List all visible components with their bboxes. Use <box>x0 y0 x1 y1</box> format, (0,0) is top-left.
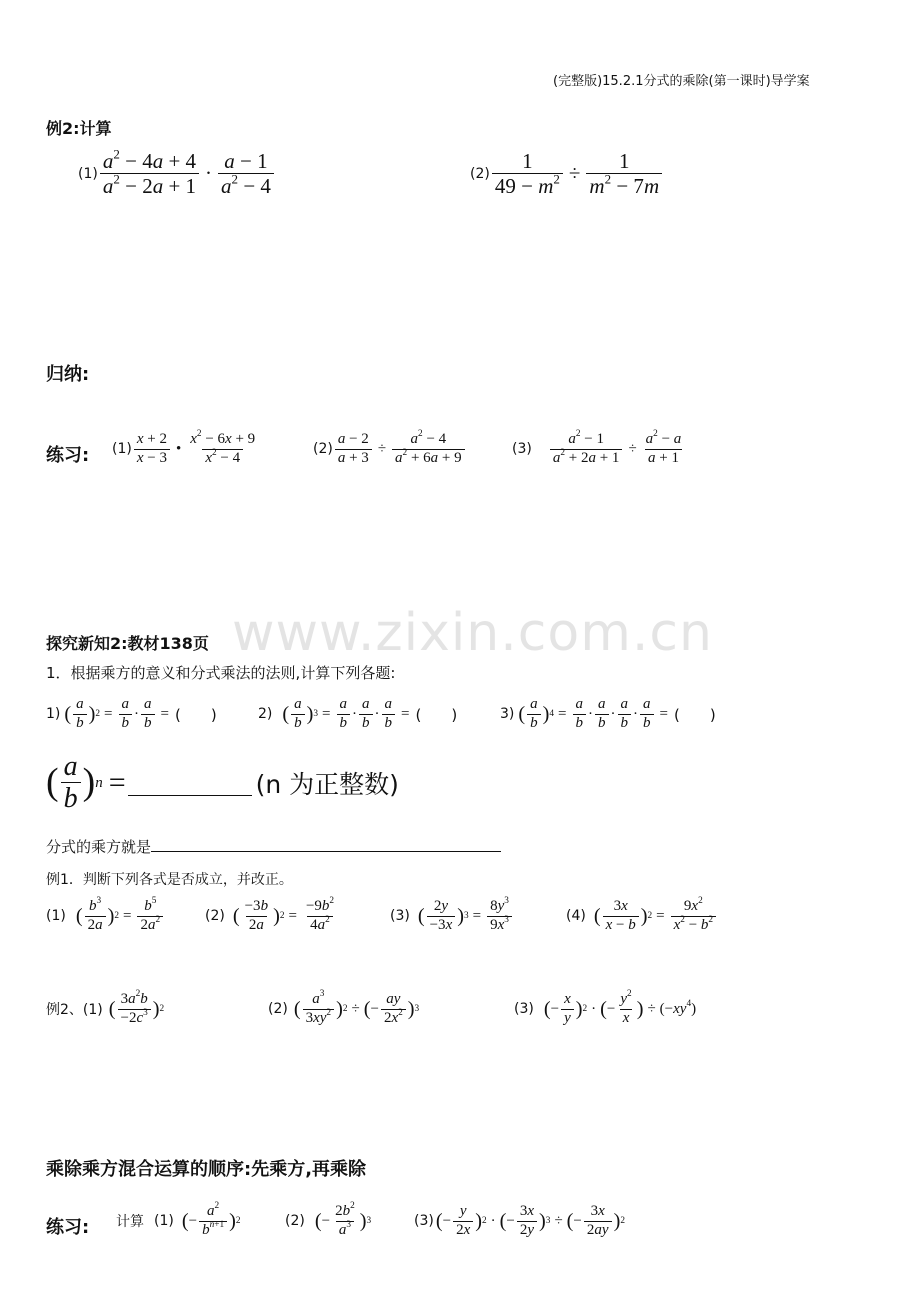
explore2-title: 探究新知2:教材138页 <box>46 634 209 653</box>
practice1-label: 练习: <box>46 445 90 466</box>
example1-q4: (4) ( $\frac{3x}{x - b}$ ) 2 = $\frac{9x^2}{x^2 - b^2}$ <box>566 899 718 934</box>
example1-q4-number: (4) <box>566 908 586 925</box>
example1-q3: (3) ( $\frac{2y}{-3x}$ ) 3 = $\frac{8y^3}{9x^3}$ <box>390 899 514 934</box>
explore2-q3-answer-blank: ( ) <box>673 705 716 724</box>
practice1-q3-number: (3) <box>512 441 532 458</box>
power-rule-label: 分式的乘方就是 <box>46 838 152 856</box>
explore2-q3-number: 3) <box>500 706 515 723</box>
example2b-q2: (2) ( $\frac{a^3}{3xy^2}$ ) 2 ÷ ( − $\frac{ay}{2x^2}$ ) 3 <box>268 989 420 1026</box>
explore2-q1: 1) ( $\frac{a}{b}$ ) 2 = $\frac{a}{b}$ · $\frac{a}{b}$ = ( ) <box>46 696 217 731</box>
practice2-q3-number: (3) <box>414 1213 434 1230</box>
practice2-q2-number: (2) <box>285 1213 305 1230</box>
example2b-q3: (3) ( − $\frac{x}{y}$ ) 2 · ( − $\frac{y^2}{x}$ ) ÷ $(-xy^4)$ <box>514 989 697 1026</box>
document-header: (完整版)15.2.1分式的乘除(第一课时)导学案 <box>553 74 810 89</box>
power-rule-statement-blank <box>151 837 501 852</box>
power-rule-blank <box>128 769 252 796</box>
practice1-q3: (3) $\frac{a^2 - 1}{a^2 + 2a + 1}$ ÷ $\frac{a^2 - a}{a + 1}$ <box>512 429 682 466</box>
practice2-q2: (2) ( − $\frac{2b^2}{a^3}$ ) 3 <box>285 1201 372 1238</box>
practice1-q1-number: (1) <box>112 441 132 458</box>
power-rule-note: (n 为正整数) <box>255 769 399 799</box>
example2-q2: (2) $\frac{1}{49 - m^2}$ ÷ $\frac{1}{m^2 - 7m}$ <box>470 150 664 197</box>
order-rule: 乘除乘方混合运算的顺序:先乘方,再乘除 <box>46 1159 367 1180</box>
practice2-label: 练习: <box>46 1217 90 1238</box>
practice2-q1: 计算 (1) ( − $\frac{a^2}{b^{n+1}}$ ) 2 <box>116 1201 241 1238</box>
explore2-q1-number: 1) <box>46 706 61 723</box>
practice2-q1-number: (1) <box>154 1213 174 1230</box>
example2b-q1: 例2、(1) ( $\frac{3a^2b}{-2c^3}$ ) 2 <box>46 989 165 1026</box>
example2-q1: (1) $\frac{a^2 - 4a + 4}{a^2 - 2a + 1}$ · $\frac{a - 1}{a^2 - 4}$ <box>78 150 276 197</box>
example2b-q2-number: (2) <box>268 1001 288 1018</box>
practice1-q2-number: (2) <box>313 441 333 458</box>
summary-label: 归纳: <box>46 364 90 385</box>
explore2-q2-number: 2) <box>258 706 273 723</box>
example2-label: 例2:计算 <box>46 119 112 138</box>
example2b-label: 例2、(1) <box>46 1002 103 1019</box>
example1-q2-number: (2) <box>205 908 225 925</box>
power-rule-statement <box>46 836 501 857</box>
practice2-calc: 计算 <box>116 1214 144 1231</box>
example1-q3-number: (3) <box>390 908 410 925</box>
power-rule-formula: ( $\frac{a}{b}$ ) n = (n 为正整数) <box>46 751 399 815</box>
explore2-q3: 3) ( $\frac{a}{b}$ ) 4 = $\frac{a}{b}$ · $\frac{a}{b}$ · $\frac{a}{b}$ · $\frac{a}{b}$ = ( ) <box>500 696 716 731</box>
example1-label: 例1．判断下列各式是否成立，并改正。 <box>46 872 293 888</box>
explore2-q2: 2) ( $\frac{a}{b}$ ) 3 = $\frac{a}{b}$ · $\frac{a}{b}$ · $\frac{a}{b}$ = ( ) <box>258 696 458 731</box>
example1-q2: (2) ( $\frac{-3b}{2a}$ ) 2 = $\frac{-9b^2}{4a^2}$ <box>205 896 335 933</box>
example2b-q3-number: (3) <box>514 1001 534 1018</box>
example1-q1: (1) ( $\frac{b^3}{2a}$ ) 2 = $\frac{b^5}{2a^2}$ <box>46 899 165 934</box>
explore2-q2-answer-blank: ( ) <box>415 705 458 724</box>
explore2-q1-answer-blank: ( ) <box>174 705 217 724</box>
example2-q1-number: (1) <box>78 165 98 182</box>
example1-q1-number: (1) <box>46 908 66 925</box>
practice2-q3: (3) ( − $\frac{y}{2x}$ ) 2 · ( − $\frac{3x}{2y}$ ) 3 ÷ ( − $\frac{3x}{2ay}$ ) 2 <box>414 1203 625 1238</box>
example2-q2-number: (2) <box>470 165 490 182</box>
practice1-q2: (2) $\frac{a - 2}{a + 3}$ ÷ $\frac{a^2 - 4}{a^2 + 6a + 9}$ <box>313 432 467 467</box>
practice1-q1: (1) $\frac{x + 2}{x - 3}$ • $\frac{x^2 - 6x + 9}{x^2 - 4}$ <box>112 429 256 466</box>
explore2-task: 1．根据乘方的意义和分式乘法的法则,计算下列各题: <box>46 664 396 682</box>
watermark: www.zixin.com.cn <box>232 603 713 663</box>
